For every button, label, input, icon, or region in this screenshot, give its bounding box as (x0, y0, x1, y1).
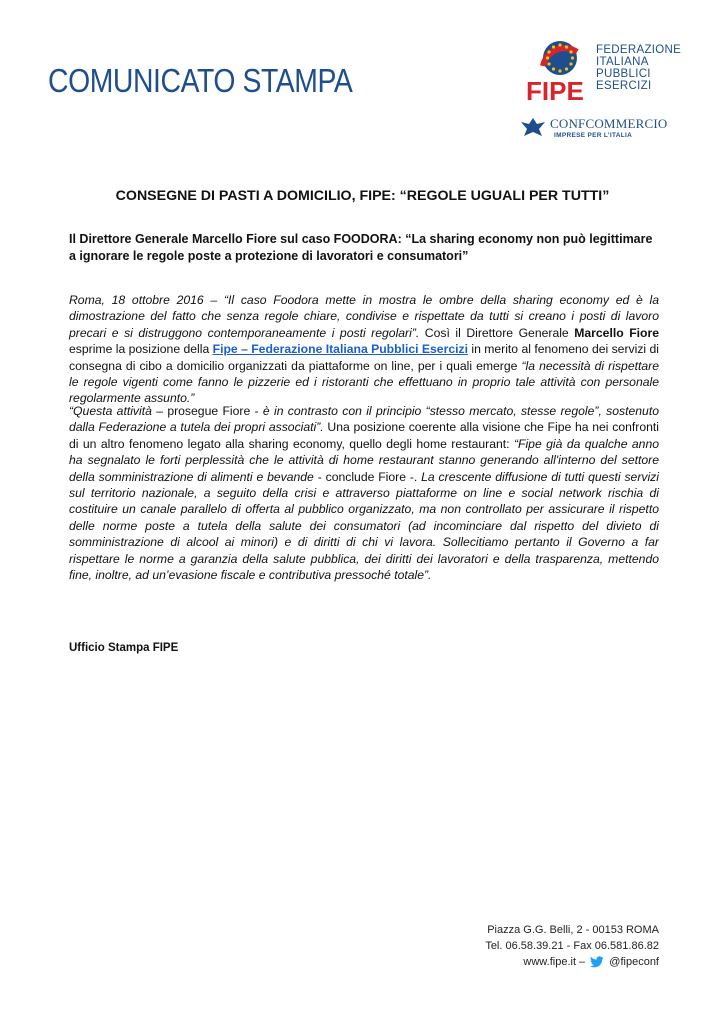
page-title: COMUNICATO STAMPA (48, 62, 353, 99)
confcommercio-logo (550, 116, 667, 139)
confcommercio-name: CONFCOMMERCIO (550, 116, 668, 131)
paragraph-1: Roma, 18 ottobre 2016 – “Il caso Foodora mette in mostra le ombre della sharing economy ed è la dimostrazione del fatto che senza regole chiare, condivise e rispettate da tutti si creano i posti di lavoro precari e si distruggono contemporaneamente i posti regolari”. Così il Direttore Generale Marcello Fiore esprime la posizione della Fipe – Federazione Italiana Pubblici Esercizi in merito al fenomeno dei servizi di consegna di cibo a domicilio organizzati da piattaforme on line, per i quali emerge “la necessità di rispettare le regole vigenti come fanno le pizzerie ed i ristoranti che effettuano in proprio tale attività con personale regolarmente assunto.” (69, 293, 659, 406)
eu-stars-icon (514, 38, 594, 108)
eagle-icon (520, 116, 546, 138)
twitter-icon (590, 956, 604, 968)
confcommercio-tagline: IMPRESE PER L’ITALIA (554, 132, 633, 139)
footer-address: Piazza G.G. Belli, 2 - 00153 ROMA (487, 924, 659, 936)
fipe-link[interactable]: Fipe – Federazione Italiana Pubblici Esercizi (212, 342, 468, 357)
footer-phone: Tel. 06.58.39.21 - Fax 06.581.86.82 (485, 940, 659, 952)
footer-twitter-handle[interactable]: @fipeconf (609, 956, 659, 968)
fipe-full-name: FEDERAZIONE ITALIANA PUBBLICI ESERCIZI (596, 44, 682, 92)
footer-website[interactable]: www.fipe.it – (523, 956, 586, 968)
signoff: Ufficio Stampa FIPE (69, 642, 179, 654)
paragraph-2: “Questa attività – prosegue Fiore - è in contrasto con il principio “stesso mercato, stesse regole”, sostenuto dalla Federazione a tutela dei propri associati”. Una posizione coerente alla visione che Fipe ha nei confronti di un altro fenomeno legato alla sharing economy, quello degli home restaurant: “Fipe già da qualche anno ha segnalato le forti perplessità che le attività di home restaurant stanno generando all'interno del settore della somministrazione di alimenti e bevande - conclude Fiore -. La crescente diffusione di tutti questi servizi sul territorio nazionale, a seguito della crisi e attraverso piattaforme on line e social network rischia di costituire un canale parallelo di offerta al pubblico organizzato, ma non controllato per assicurare il rispetto delle norme poste a tutela della salute dei consumatori (ad incominciare dal rispetto del divieto di somministrazione di alcool ai minori) e di diritti di chi vi lavora. Sollecitiamo pertanto il Governo a far rispettare le norme a garanzia della salute pubblica, dei diritti dei lavoratori e della trasparenza, mettendo fine, inoltre, ad un’evasione fiscale e contributiva pressoché totale”. (69, 404, 659, 583)
footer (485, 922, 659, 970)
subtitle: Il Direttore Generale Marcello Fiore sul caso FOODORA: “La sharing economy non può legittimare a ignorare le regole poste a protezione di lavoratori e consumatori” (69, 232, 653, 263)
fipe-logo (514, 38, 689, 138)
headline: CONSEGNE DI PASTI A DOMICILIO, FIPE: “REGOLE UGUALI PER TUTTI” (115, 188, 610, 204)
fipe-wordmark: FIPE (526, 76, 584, 106)
